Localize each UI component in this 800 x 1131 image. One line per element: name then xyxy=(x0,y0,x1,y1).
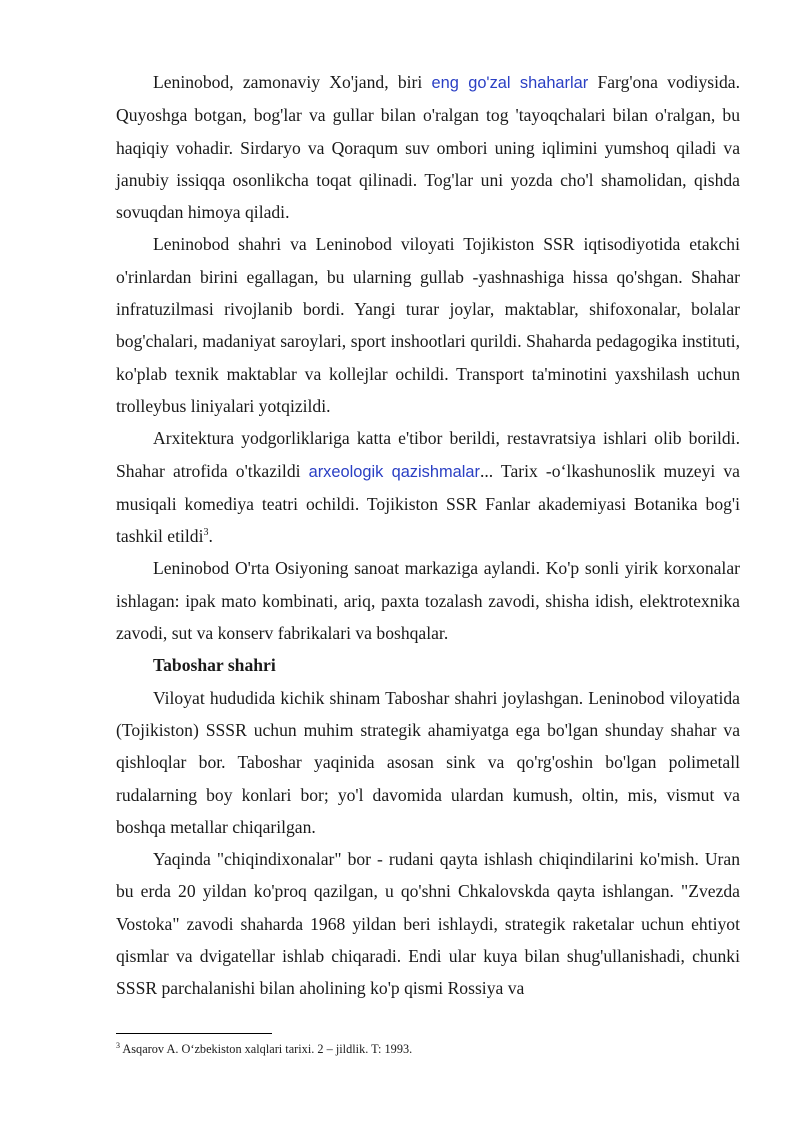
footnote-number: 3 xyxy=(116,1040,120,1050)
paragraph-5: Viloyat hududida kichik shinam Taboshar shahri joylashgan. Leninobod viloyatida (Tojikiston) SSSR uchun muhim strategik ahamiyatga ega bo'lgan shunday shahar va qishloqlar bor. Taboshar yaqinida asosan sink va qo'rg'oshin bo'lgan polimetall rudalarning boy konlari bor; yo'l davomida ulardan kumush, oltin, mis, vismut va boshqa metallar chiqarilgan. xyxy=(116,687,740,837)
paragraph-6: Yaqinda "chiqindixonalar" bor - rudani qayta ishlash chiqindilarini ko'mish. Uran bu erda 20 yildan ko'proq qazilgan, u qo'shni Chkalovskda qayta ishlangan. "Zvezda Vostoka" zavodi shaharda 1968 yildan beri ishlaydi, strategik raketalar uchun ehtiyot qismlar va dvigatellar ishlab chiqaradi. Endi ular kuya bilan shug'ullanishadi, chunki SSSR parchalanishi bilan aholining ko'p qismi Rossiya va xyxy=(116,849,740,999)
paragraph-3 xyxy=(116,422,740,552)
paragraph-3-text-a: Arxitektura yodgorliklariga katta e'tibor berildi, restavratsiya ishlari olib borildi. Shahar atrofida o'tkazildi xyxy=(116,428,740,481)
document-body xyxy=(116,66,740,1005)
paragraph-4: Leninobod O'rta Osiyoning sanoat markaziga aylandi. Ko'p sonli yirik korxonalar ishlagan: ipak mato kombinati, ariq, paxta tozalash zavodi, shisha idish, elektrotexnika zavodi, sut va konserv fabrikalari va boshqalar. xyxy=(116,558,740,644)
paragraph-1-text-b: Farg'ona vodiysida. Quyoshga botgan, bog'lar va gullar bilan o'ralgan tog 'tayoqchalari bilan o'ralgan, bu haqiqiy vohadir. Sirdaryo va Qoraqum suv ombori uning iqlimini yumshoq qiladi va janubiy issiqqa osonlikcha toqat qilinadi. Tog'lar uni yozda cho'l shamolidan, qishda sovuqdan himoya qiladi. xyxy=(116,72,740,223)
paragraph-3-text-b: ... Tarix -o‘lkashunoslik muzeyi va musiqali komediya teatri ochildi. Tojikiston SSR Fanlar akademiyasi Botanika bog'i tashkil etildi xyxy=(116,460,740,547)
footnote-text: Asqarov A. O‘zbekiston xalqlari tarixi. 2 – jildlik. T: 1993. xyxy=(120,1042,413,1056)
footnote-divider xyxy=(116,1033,272,1034)
paragraph-1-text-a: Leninobod, zamonaviy Xo'jand, biri xyxy=(153,72,432,92)
footnote xyxy=(116,1041,740,1057)
link-beautiful-cities[interactable]: eng go'zal shaharlar xyxy=(431,74,589,92)
link-archaeological-excavations[interactable]: arxeologik qazishmalar xyxy=(308,462,480,481)
section-heading: Taboshar shahri xyxy=(153,655,276,676)
paragraph-1 xyxy=(116,66,740,228)
paragraph-2: Leninobod shahri va Leninobod viloyati Tojikiston SSR iqtisodiyotida etakchi o'rinlardan birini egallagan, bu ularning gullab -yashnashiga hissa qo'shgan. Shahar infratuzilmasi rivojlanib bordi. Yangi turar joylar, maktablar, shifoxonalar, bolalar bog'chalari, madaniyat saroylari, sport inshootlari qurildi. Shaharda pedagogika instituti, ko'plab texnik maktablar va kollejlar ochildi. Transport ta'minotini yaxshilash uchun trolleybus liniyalari yotqizildi. xyxy=(116,234,740,416)
paragraph-3-text-c: . xyxy=(208,526,213,547)
footnote-ref[interactable]: 3 xyxy=(203,527,209,539)
